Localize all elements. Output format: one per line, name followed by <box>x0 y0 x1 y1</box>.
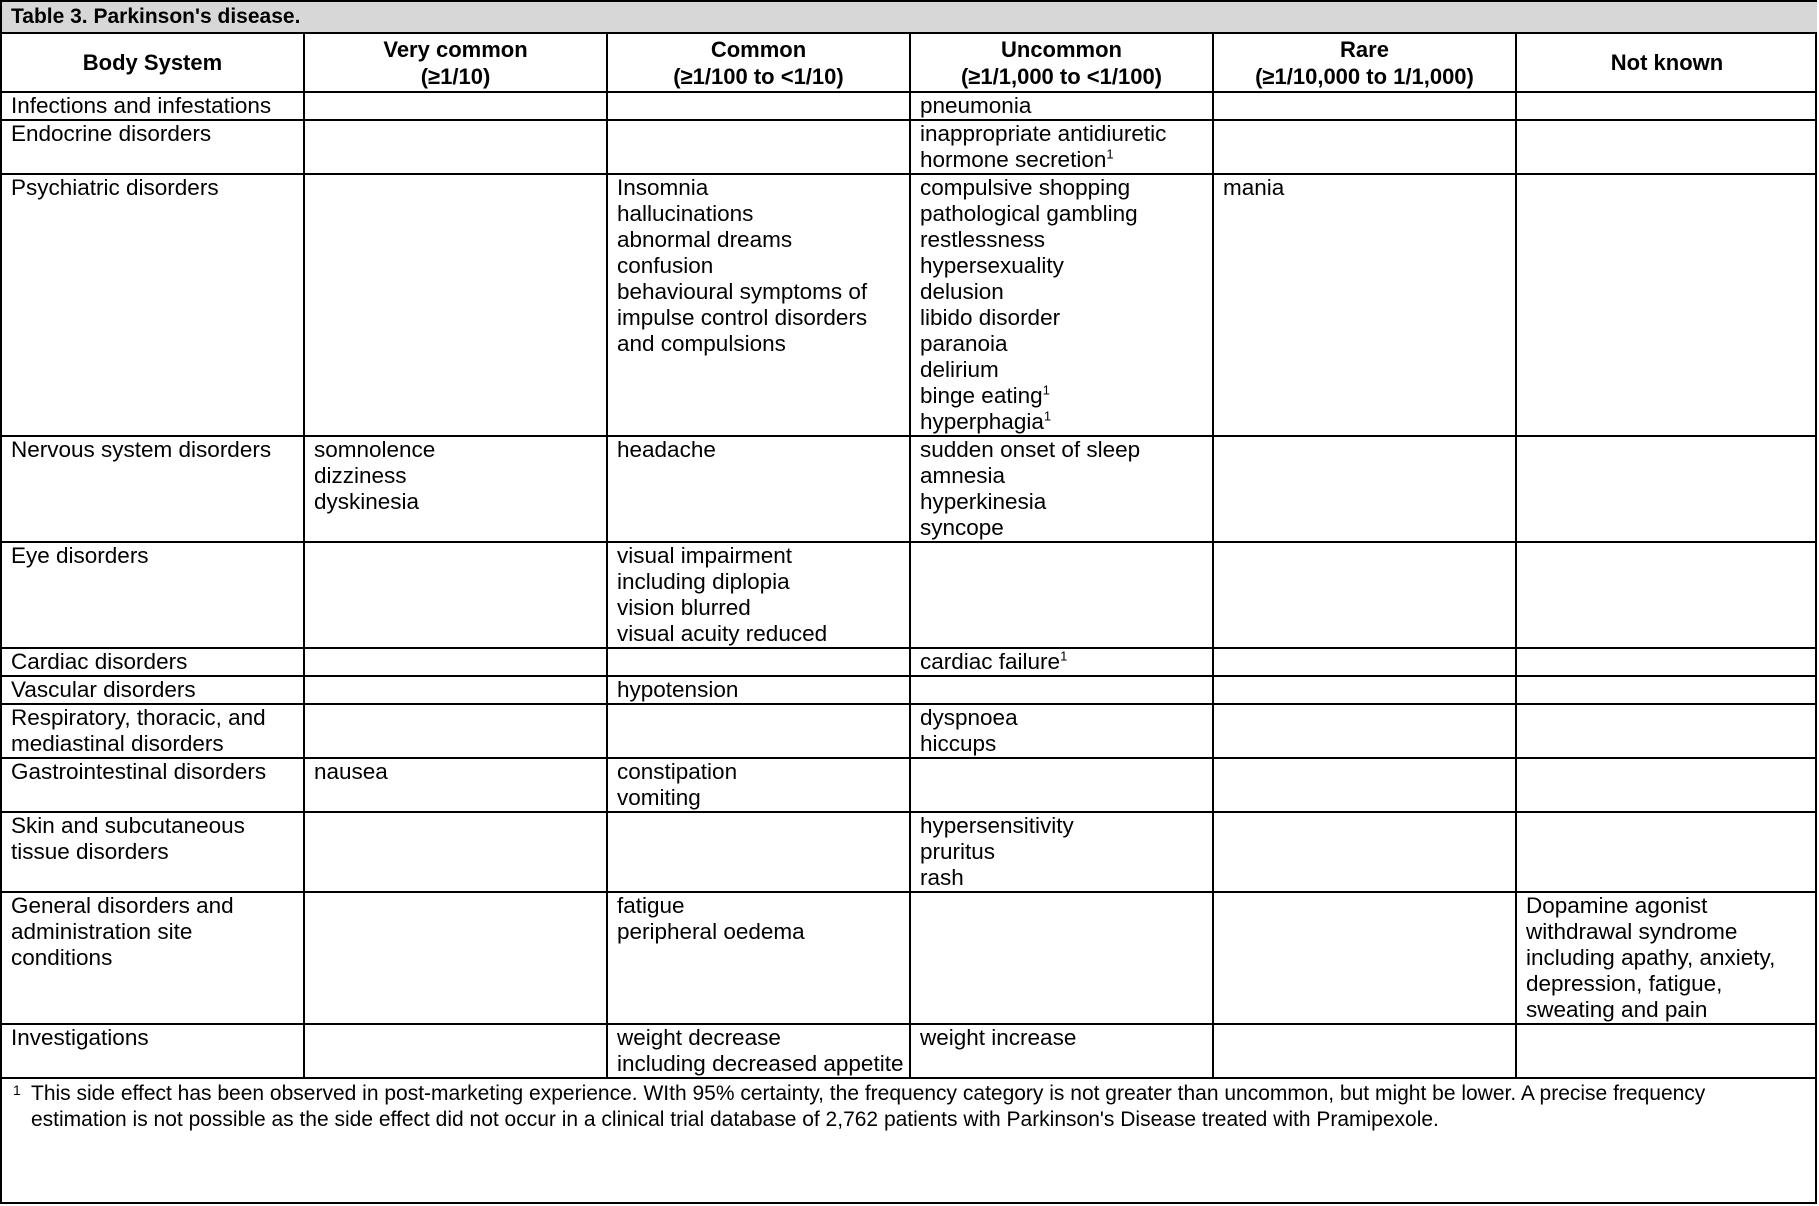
adverse-reaction-item <box>617 543 901 569</box>
table-row <box>2 542 1817 648</box>
rare-cell <box>1213 704 1516 758</box>
adverse-reaction-text: dyspnoea <box>920 705 1018 730</box>
adverse-reaction-text: visual impairment <box>617 543 793 568</box>
adverse-reaction-item <box>314 489 598 515</box>
adverse-reaction-item <box>920 93 1204 119</box>
adverse-reaction-item <box>617 253 901 279</box>
adverse-reaction-item <box>617 893 901 919</box>
rare-cell <box>1213 676 1516 704</box>
uncommon-cell <box>910 676 1213 704</box>
body-system-label: Respiratory, thoracic, and <box>11 705 266 730</box>
adverse-reaction-item <box>617 1025 901 1051</box>
table-caption-row <box>2 2 1817 33</box>
adverse-reaction-text: Insomnia <box>617 175 709 200</box>
adverse-reaction-text: headache <box>617 437 716 462</box>
body-system-cell <box>2 92 304 120</box>
adverse-reaction-text: hallucinations <box>617 201 754 226</box>
uncommon-cell <box>910 174 1213 436</box>
adverse-reaction-text: sudden onset of sleep <box>920 437 1141 462</box>
adverse-reaction-text: syncope <box>920 515 1004 540</box>
not-known-cell <box>1516 542 1817 648</box>
adverse-reaction-item <box>1526 893 1809 919</box>
table-row <box>2 892 1817 1024</box>
adverse-reaction-text: including diplopia <box>617 569 790 594</box>
common-cell <box>607 542 910 648</box>
table-row <box>2 676 1817 704</box>
body-system-label: Eye disorders <box>11 543 149 568</box>
very-common-cell <box>304 676 607 704</box>
adverse-reaction-text: including decreased appetite <box>617 1051 904 1076</box>
uncommon-cell <box>910 892 1213 1024</box>
adverse-reaction-item <box>617 305 901 331</box>
adverse-reaction-text: pathological gambling <box>920 201 1138 226</box>
adverse-reaction-text: weight decrease <box>617 1025 781 1050</box>
adverse-reaction-text: hormone secretion <box>920 147 1107 172</box>
body-system-label: Psychiatric disorders <box>11 175 219 200</box>
adverse-reaction-item <box>920 489 1204 515</box>
body-system-label: Vascular disorders <box>11 677 196 702</box>
table-caption: Table 3. Parkinson's disease. <box>2 2 1817 33</box>
body-system-label: conditions <box>11 945 113 970</box>
table-header-row <box>2 33 1817 92</box>
adverse-reaction-item <box>314 437 598 463</box>
adverse-reaction-item <box>920 839 1204 865</box>
header-line: (≥1/1,000 to <1/100) <box>960 63 1163 89</box>
adverse-reaction-item <box>314 759 598 785</box>
adverse-reaction-text: paranoia <box>920 331 1008 356</box>
adverse-reaction-text: confusion <box>617 253 714 278</box>
adverse-reaction-item <box>920 705 1204 731</box>
footnote-reference: 1 <box>1042 382 1050 398</box>
table-row <box>2 92 1817 120</box>
adverse-reaction-text: hyperkinesia <box>920 489 1047 514</box>
table-row <box>2 1024 1817 1078</box>
body-system-cell <box>2 120 304 174</box>
common-cell <box>607 892 910 1024</box>
header-line: Common <box>710 36 807 62</box>
adverse-reaction-text: compulsive shopping <box>920 175 1131 200</box>
header-very-common <box>304 33 607 92</box>
common-cell <box>607 174 910 436</box>
common-cell <box>607 120 910 174</box>
adverse-reaction-text: libido disorder <box>920 305 1061 330</box>
very-common-cell <box>304 812 607 892</box>
footnote-text: This side effect has been observed in post-marketing experience. WIth 95% certainty, the frequency category is not greater than uncommon, but might be lower. A precise frequency estimation is not possible as the side effect did not occur in a clinical trial database of 2,762 patients with Parkinson's Disease treated with Pramipexole. <box>31 1082 1706 1131</box>
adverse-reaction-text: weight increase <box>920 1025 1077 1050</box>
rare-cell <box>1213 542 1516 648</box>
header-uncommon <box>910 33 1213 92</box>
table-row <box>2 436 1817 542</box>
adverse-reaction-text: behavioural symptoms of <box>617 279 868 304</box>
adverse-reaction-item <box>617 437 901 463</box>
adverse-reaction-item <box>617 919 901 945</box>
header-body-system <box>2 33 304 92</box>
not-known-cell <box>1516 648 1817 676</box>
adverse-reaction-item <box>617 621 901 647</box>
adverse-reaction-text: somnolence <box>314 437 436 462</box>
body-system-label: Endocrine disorders <box>11 121 212 146</box>
common-cell <box>607 704 910 758</box>
body-system-label: Gastrointestinal disorders <box>11 759 267 784</box>
body-system-label: administration site <box>11 919 193 944</box>
not-known-cell <box>1516 758 1817 812</box>
adverse-reaction-item <box>920 175 1204 201</box>
not-known-cell <box>1516 676 1817 704</box>
body-system-label: Investigations <box>11 1025 149 1050</box>
adverse-reaction-item <box>920 731 1204 757</box>
header-line: (≥1/10,000 to 1/1,000) <box>1255 63 1474 89</box>
very-common-cell <box>304 758 607 812</box>
adverse-reaction-text: pruritus <box>920 839 996 864</box>
very-common-cell <box>304 542 607 648</box>
adverse-reaction-text: restlessness <box>920 227 1046 252</box>
adverse-reaction-item <box>920 1025 1204 1051</box>
footnote-reference: 1 <box>1043 408 1052 424</box>
very-common-cell <box>304 174 607 436</box>
body-system-label: Skin and subcutaneous <box>11 813 245 838</box>
adverse-reaction-item <box>920 357 1204 383</box>
body-system-cell <box>2 892 304 1024</box>
adverse-reaction-text: delirium <box>920 357 999 382</box>
common-cell <box>607 676 910 704</box>
adverse-reaction-text: hypersensitivity <box>920 813 1074 838</box>
not-known-cell <box>1516 436 1817 542</box>
adverse-reaction-item <box>617 331 901 357</box>
adverse-reaction-text: rash <box>920 865 964 890</box>
rare-cell <box>1213 1024 1516 1078</box>
rare-cell <box>1213 92 1516 120</box>
header-line: (≥1/10) <box>420 63 491 89</box>
header-line: Rare <box>1340 36 1389 62</box>
adverse-reaction-item <box>920 437 1204 463</box>
uncommon-cell <box>910 648 1213 676</box>
table-row <box>2 120 1817 174</box>
adverse-reaction-item <box>920 515 1204 541</box>
not-known-cell <box>1516 704 1817 758</box>
uncommon-cell <box>910 1024 1213 1078</box>
header-line: Very common <box>383 36 528 62</box>
adverse-reaction-item <box>617 677 901 703</box>
body-system-cell <box>2 812 304 892</box>
footnote-mark: 1 <box>13 1082 21 1098</box>
adverse-reaction-item <box>920 201 1204 227</box>
adverse-reaction-item <box>920 865 1204 891</box>
adverse-reaction-item <box>920 305 1204 331</box>
adverse-reaction-item <box>617 279 901 305</box>
adverse-reaction-text: amnesia <box>920 463 1006 488</box>
common-cell <box>607 648 910 676</box>
adverse-reactions-table <box>2 2 1817 1135</box>
very-common-cell <box>304 704 607 758</box>
adverse-reaction-text: dizziness <box>314 463 407 488</box>
body-system-cell <box>2 648 304 676</box>
body-system-label: General disorders and <box>11 893 234 918</box>
adverse-reaction-text: hypotension <box>617 677 739 702</box>
very-common-cell <box>304 92 607 120</box>
not-known-cell <box>1516 120 1817 174</box>
body-system-label: tissue disorders <box>11 839 169 864</box>
very-common-cell <box>304 120 607 174</box>
adverse-reaction-item <box>920 463 1204 489</box>
very-common-cell <box>304 892 607 1024</box>
adverse-reaction-item <box>920 121 1204 147</box>
adverse-reaction-text: sweating and pain <box>1526 997 1708 1022</box>
adverse-reaction-text: hyperphagia <box>920 409 1044 434</box>
adverse-reaction-text: fatigue <box>617 893 685 918</box>
adverse-reaction-text: pneumonia <box>920 93 1032 118</box>
adverse-reaction-item <box>920 331 1204 357</box>
common-cell <box>607 812 910 892</box>
not-known-cell <box>1516 1024 1817 1078</box>
common-cell <box>607 1024 910 1078</box>
adverse-reaction-item <box>1526 945 1809 971</box>
adverse-reaction-item <box>920 813 1204 839</box>
adverse-reaction-text: hiccups <box>920 731 997 756</box>
body-system-cell <box>2 1024 304 1078</box>
header-rare <box>1213 33 1516 92</box>
adverse-reaction-text: delusion <box>920 279 1004 304</box>
not-known-cell <box>1516 174 1817 436</box>
adverse-reaction-item <box>1526 971 1809 997</box>
body-system-label: Cardiac disorders <box>11 649 188 674</box>
adverse-reaction-text: and compulsions <box>617 331 786 356</box>
uncommon-cell <box>910 812 1213 892</box>
adverse-reaction-item <box>920 409 1204 435</box>
body-system-label: Infections and infestations <box>11 93 272 118</box>
adverse-reaction-item <box>617 175 901 201</box>
very-common-cell <box>304 1024 607 1078</box>
adverse-reaction-text: visual acuity reduced <box>617 621 828 646</box>
body-system-cell <box>2 704 304 758</box>
common-cell <box>607 758 910 812</box>
adverse-reaction-text: constipation <box>617 759 738 784</box>
adverse-reaction-item <box>617 227 901 253</box>
common-cell <box>607 92 910 120</box>
body-system-cell <box>2 676 304 704</box>
adverse-reaction-text: dyskinesia <box>314 489 420 514</box>
adverse-reaction-item <box>617 569 901 595</box>
adverse-reaction-text: nausea <box>314 759 388 784</box>
rare-cell <box>1213 812 1516 892</box>
table-row <box>2 174 1817 436</box>
body-system-label: Nervous system disorders <box>11 437 272 462</box>
very-common-cell <box>304 436 607 542</box>
adverse-reaction-text: cardiac failure <box>920 649 1061 674</box>
adverse-reaction-item <box>1526 997 1809 1023</box>
adverse-reaction-item <box>1526 919 1809 945</box>
rare-cell <box>1213 648 1516 676</box>
rare-cell <box>1213 120 1516 174</box>
adverse-reaction-text: hypersexuality <box>920 253 1064 278</box>
uncommon-cell <box>910 436 1213 542</box>
adverse-reaction-item <box>617 785 901 811</box>
body-system-cell <box>2 758 304 812</box>
adverse-reaction-item <box>314 463 598 489</box>
adverse-reaction-item <box>920 147 1204 173</box>
uncommon-cell <box>910 542 1213 648</box>
adverse-reaction-text: withdrawal syndrome <box>1526 919 1738 944</box>
adverse-reaction-item <box>617 1051 904 1077</box>
adverse-reaction-item <box>617 595 901 621</box>
header-line: Uncommon <box>1001 36 1122 62</box>
footnote-reference: 1 <box>1106 146 1114 162</box>
body-system-cell <box>2 436 304 542</box>
adverse-reaction-text: peripheral oedema <box>617 919 805 944</box>
adverse-reaction-text: mania <box>1223 175 1285 200</box>
body-system-cell <box>2 542 304 648</box>
adverse-reaction-item <box>920 279 1204 305</box>
adverse-reaction-text: abnormal dreams <box>617 227 793 252</box>
uncommon-cell <box>910 704 1213 758</box>
rare-cell <box>1213 892 1516 1024</box>
table-row <box>2 704 1817 758</box>
adverse-reaction-item <box>920 649 1204 675</box>
adverse-reaction-text: inappropriate antidiuretic <box>920 121 1167 146</box>
adverse-reaction-text: including apathy, anxiety, <box>1526 945 1776 970</box>
adverse-reaction-item <box>1223 175 1507 201</box>
uncommon-cell <box>910 92 1213 120</box>
footnote <box>2 1078 1817 1135</box>
uncommon-cell <box>910 758 1213 812</box>
adverse-reaction-item <box>920 227 1204 253</box>
adverse-reaction-text: Dopamine agonist <box>1526 893 1708 918</box>
not-known-cell <box>1516 92 1817 120</box>
table-row <box>2 758 1817 812</box>
footnote-reference: 1 <box>1060 648 1068 664</box>
table-row <box>2 648 1817 676</box>
very-common-cell <box>304 648 607 676</box>
not-known-cell <box>1516 812 1817 892</box>
adverse-reaction-text: binge eating <box>920 383 1043 408</box>
uncommon-cell <box>910 120 1213 174</box>
header-not-known <box>1516 33 1817 92</box>
body-system-label: mediastinal disorders <box>11 731 224 756</box>
adverse-reaction-item <box>920 383 1204 409</box>
rare-cell <box>1213 758 1516 812</box>
adverse-reaction-text: impulse control disorders <box>617 305 868 330</box>
rare-cell <box>1213 174 1516 436</box>
adverse-reaction-text: vision blurred <box>617 595 751 620</box>
body-system-cell <box>2 174 304 436</box>
header-common <box>607 33 910 92</box>
adverse-reaction-item <box>617 759 901 785</box>
not-known-cell <box>1516 892 1817 1024</box>
adverse-reaction-text: vomiting <box>617 785 701 810</box>
header-line: Body System <box>82 50 223 75</box>
adverse-reaction-text: depression, fatigue, <box>1526 971 1723 996</box>
adverse-reaction-item <box>617 201 901 227</box>
footnote-row <box>2 1078 1817 1135</box>
header-line: (≥1/100 to <1/10) <box>673 63 844 89</box>
common-cell <box>607 436 910 542</box>
header-line: Not known <box>1610 50 1724 75</box>
rare-cell <box>1213 436 1516 542</box>
adverse-reaction-item <box>920 253 1204 279</box>
table-row <box>2 812 1817 892</box>
